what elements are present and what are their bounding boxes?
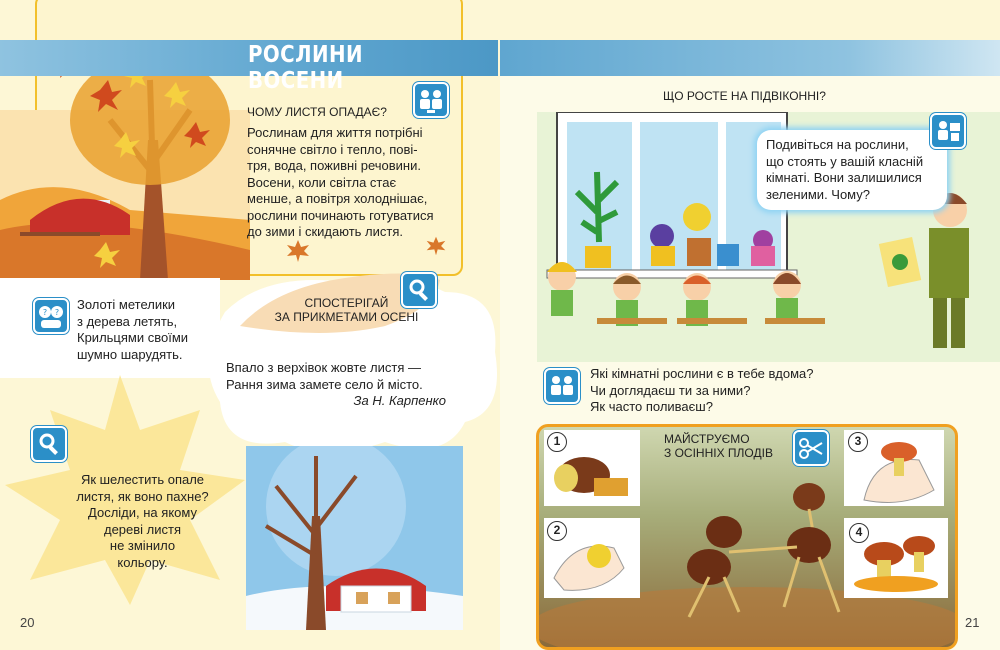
leaf-task-line: кольору. bbox=[117, 554, 168, 570]
question-line: Які кімнатні рослини є в тебе вдома? bbox=[590, 366, 814, 381]
speech-text bbox=[766, 137, 946, 203]
puzzle-heads-icon bbox=[33, 298, 69, 334]
conversation-icon bbox=[544, 368, 580, 404]
poem-line: Впало з верхівок жовте листя — bbox=[226, 360, 421, 375]
page-number-left: 20 bbox=[20, 615, 35, 630]
craft-step-number: 2 bbox=[547, 521, 567, 541]
leaf-task-line: дереві листя bbox=[103, 521, 182, 537]
maple-leaf-icon bbox=[425, 236, 447, 256]
scissors-icon bbox=[793, 430, 829, 466]
craft-heading-line: МАЙСТРУЄМО bbox=[664, 432, 750, 446]
riddle-line: з дерева летять, bbox=[77, 313, 178, 329]
craft-step-number: 1 bbox=[547, 432, 567, 452]
maple-leaf-icon bbox=[285, 240, 311, 262]
leaf-task-line: не змінило bbox=[109, 538, 176, 553]
title-banner-right bbox=[500, 40, 1000, 76]
question-line: Як часто поливаєш? bbox=[590, 399, 713, 414]
riddle-text bbox=[77, 297, 217, 363]
why-leaves-line: рослини починають готуватися bbox=[247, 207, 434, 223]
conversation-icon bbox=[413, 82, 449, 118]
poem-line: Рання зима замете село й місто. bbox=[226, 376, 423, 392]
why-leaves-line: Восени, коли світла стає bbox=[247, 174, 397, 190]
speech-line: що стоять у вашій класній bbox=[766, 153, 924, 169]
why-leaves-line: Рослинам для життя потрібні bbox=[247, 125, 423, 140]
svg-text:?: ? bbox=[42, 308, 48, 317]
speech-line: зеленими. Чому? bbox=[766, 186, 870, 202]
leaf-task-line: листя, як воно пахне? bbox=[76, 488, 209, 504]
speech-line: Подивіться на рослини, bbox=[766, 137, 909, 152]
leaf-task-line: Як шелестить опале bbox=[80, 472, 205, 487]
craft-step-number: 3 bbox=[848, 432, 868, 452]
why-leaves-line: тря, вода, поживні речовини. bbox=[247, 158, 421, 173]
poem-author: За Н. Карпенко bbox=[353, 393, 446, 408]
page-number-right: 21 bbox=[965, 615, 980, 630]
riddle-line: Крильцями своїми bbox=[77, 330, 189, 345]
why-leaves-text bbox=[247, 125, 457, 241]
craft-heading bbox=[664, 432, 794, 460]
speech-line: кімнаті. Вони залишилися bbox=[766, 170, 922, 185]
window-heading: ЩО РОСТЕ НА ПІДВІКОННІ? bbox=[663, 89, 826, 103]
craft-heading-line: З ОСІННІХ ПЛОДІВ bbox=[664, 446, 773, 460]
autumn-tree-illustration bbox=[0, 50, 250, 280]
question-line: Чи доглядаєш ти за ними? bbox=[590, 382, 751, 398]
why-leaves-line: до зими і скидають листя. bbox=[247, 224, 403, 239]
svg-text:?: ? bbox=[54, 308, 60, 317]
leaf-task-line: Досліди, на якому bbox=[88, 505, 197, 520]
questions-text bbox=[590, 366, 870, 416]
craft-step-number: 4 bbox=[849, 523, 869, 543]
magnifier-icon bbox=[31, 426, 67, 462]
observe-heading-line: СПОСТЕРІГАЙ bbox=[304, 296, 389, 310]
riddle-line: шумно шарудять. bbox=[77, 346, 183, 362]
observe-heading bbox=[264, 296, 429, 324]
why-leaves-line: сонячне світло і тепло, пові- bbox=[247, 141, 418, 157]
poem-text bbox=[226, 360, 446, 410]
why-leaves-heading: ЧОМУ ЛИСТЯ ОПАДАЄ? bbox=[247, 105, 387, 119]
winter-tree-illustration bbox=[246, 446, 463, 630]
leaf-task-text bbox=[55, 472, 230, 571]
observe-heading-line: ЗА ПРИКМЕТАМИ ОСЕНІ bbox=[274, 310, 419, 324]
page-title: РОСЛИНИ ВОСЕНИ bbox=[248, 42, 363, 94]
why-leaves-line: менше, а повітря холоднішає, bbox=[247, 191, 428, 206]
riddle-line: Золоті метелики bbox=[77, 297, 176, 312]
